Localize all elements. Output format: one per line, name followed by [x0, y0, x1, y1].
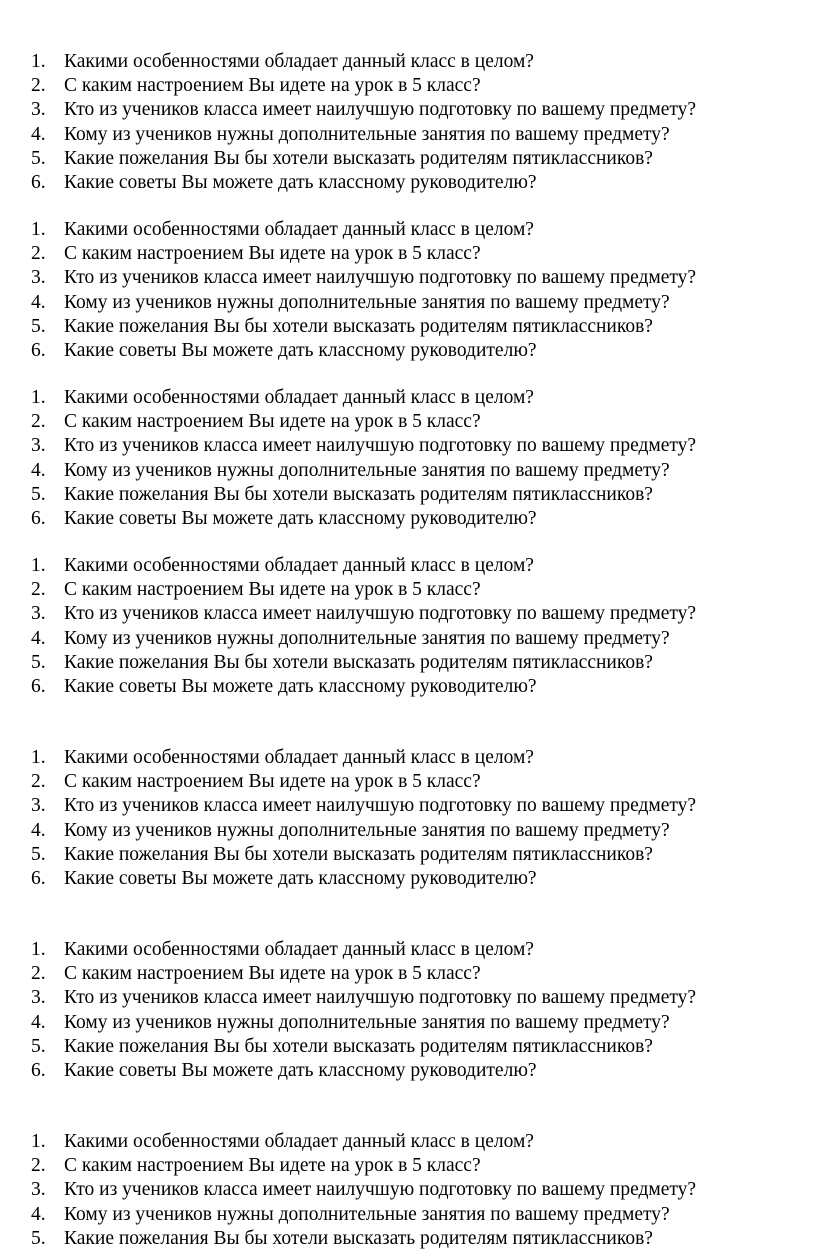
question-text: С каким настроением Вы идете на урок в 5 класс? [64, 411, 481, 433]
question-item [0, 819, 816, 843]
question-item [0, 1035, 816, 1059]
question-number: 2. [31, 963, 46, 985]
question-text: Какими особенностями обладает данный класс в целом? [64, 747, 534, 768]
question-text: Какие пожелания Вы бы хотели высказать родителям пятиклассников? [64, 651, 653, 673]
question-text: Кому из учеников нужны дополнительные занятия по вашему предмету? [64, 1203, 670, 1225]
question-text: Кто из учеников класса имеет наилучшую подготовку по вашему предмету? [64, 1179, 697, 1201]
question-item [0, 123, 816, 147]
question-number: 5. [31, 483, 46, 505]
question-item [0, 554, 816, 578]
question-item [0, 218, 816, 242]
question-item [0, 1011, 816, 1035]
question-number: 1. [31, 555, 46, 576]
question-number: 5. [31, 651, 46, 673]
question-text: Какие советы Вы можете дать классному руководителю? [64, 507, 537, 529]
question-number: 6. [31, 675, 46, 697]
question-item [0, 1178, 816, 1202]
question-item [0, 339, 816, 363]
question-text: Какими особенностями обладает данный класс в целом? [64, 1131, 534, 1152]
question-text: Какие советы Вы можете дать классному руководителю? [64, 867, 537, 889]
question-number: 5. [31, 1035, 46, 1057]
question-number: 4. [31, 1203, 46, 1225]
question-text: Кто из учеников класса имеет наилучшую подготовку по вашему предмету? [64, 987, 697, 1009]
question-number: 3. [31, 1179, 46, 1201]
question-item [0, 843, 816, 867]
questionnaire-block [0, 554, 816, 699]
question-text: Кому из учеников нужны дополнительные занятия по вашему предмету? [64, 291, 670, 313]
question-text: Какими особенностями обладает данный класс в целом? [64, 219, 534, 240]
question-item [0, 171, 816, 195]
question-item [0, 1227, 816, 1251]
question-text: Кому из учеников нужны дополнительные занятия по вашему предмету? [64, 819, 670, 841]
question-number: 4. [31, 819, 46, 841]
question-text: Какие пожелания Вы бы хотели высказать родителям пятиклассников? [64, 843, 653, 865]
question-number: 3. [31, 603, 46, 625]
question-number: 1. [31, 51, 46, 72]
question-number: 6. [31, 507, 46, 529]
question-text: Какими особенностями обладает данный класс в целом? [64, 51, 534, 72]
question-item [0, 746, 816, 770]
question-item [0, 459, 816, 483]
question-number: 6. [31, 339, 46, 361]
question-number: 5. [31, 1227, 46, 1249]
question-number: 1. [31, 1131, 46, 1152]
question-item [0, 986, 816, 1010]
question-number: 3. [31, 267, 46, 289]
question-text: Какие пожелания Вы бы хотели высказать родителям пятиклассников? [64, 147, 653, 169]
questionnaire-block [0, 50, 816, 195]
questionnaire-block [0, 386, 816, 531]
question-text: Какие пожелания Вы бы хотели высказать родителям пятиклассников? [64, 1227, 653, 1249]
question-number: 2. [31, 579, 46, 601]
question-text: Какие советы Вы можете дать классному руководителю? [64, 339, 537, 361]
question-text: Кто из учеников класса имеет наилучшую подготовку по вашему предмету? [64, 435, 697, 457]
question-text: С каким настроением Вы идете на урок в 5 класс? [64, 75, 481, 97]
question-text: Какие советы Вы можете дать классному руководителю? [64, 675, 537, 697]
question-text: Какие советы Вы можете дать классному руководителю? [64, 171, 537, 193]
question-text: Кому из учеников нужны дополнительные занятия по вашему предмету? [64, 459, 670, 481]
question-number: 4. [31, 123, 46, 145]
question-number: 3. [31, 795, 46, 817]
question-item [0, 770, 816, 794]
question-item [0, 867, 816, 891]
question-number: 4. [31, 1011, 46, 1033]
question-number: 1. [31, 939, 46, 960]
question-text: Какими особенностями обладает данный класс в целом? [64, 939, 534, 960]
question-number: 3. [31, 99, 46, 121]
question-number: 1. [31, 387, 46, 408]
question-text: С каким настроением Вы идете на урок в 5 класс? [64, 1155, 481, 1177]
question-text: С каким настроением Вы идете на урок в 5 класс? [64, 579, 481, 601]
question-item [0, 1154, 816, 1178]
question-number: 1. [31, 747, 46, 768]
question-text: Какие советы Вы можете дать классному руководителю? [64, 1059, 537, 1081]
question-item [0, 1130, 816, 1154]
question-item [0, 962, 816, 986]
question-item [0, 315, 816, 339]
question-item [0, 627, 816, 651]
question-number: 2. [31, 411, 46, 433]
question-text: С каким настроением Вы идете на урок в 5 класс? [64, 963, 481, 985]
question-item [0, 794, 816, 818]
question-item [0, 410, 816, 434]
question-item [0, 74, 816, 98]
question-number: 5. [31, 147, 46, 169]
question-item [0, 386, 816, 410]
question-number: 2. [31, 771, 46, 793]
question-text: Кому из учеников нужны дополнительные занятия по вашему предмету? [64, 627, 670, 649]
question-item [0, 675, 816, 699]
question-item [0, 651, 816, 675]
question-text: С каким настроением Вы идете на урок в 5 класс? [64, 243, 481, 265]
question-item [0, 1059, 816, 1083]
question-item [0, 266, 816, 290]
question-item [0, 938, 816, 962]
question-item [0, 1203, 816, 1227]
question-number: 3. [31, 987, 46, 1009]
question-item [0, 98, 816, 122]
question-text: Кто из учеников класса имеет наилучшую подготовку по вашему предмету? [64, 99, 697, 121]
question-number: 5. [31, 315, 46, 337]
question-text: Какими особенностями обладает данный класс в целом? [64, 387, 534, 408]
question-item [0, 483, 816, 507]
question-number: 1. [31, 219, 46, 240]
question-text: Кто из учеников класса имеет наилучшую подготовку по вашему предмету? [64, 267, 697, 289]
question-number: 4. [31, 627, 46, 649]
question-item [0, 242, 816, 266]
question-item [0, 578, 816, 602]
question-text: Какие пожелания Вы бы хотели высказать родителям пятиклассников? [64, 483, 653, 505]
question-item [0, 147, 816, 171]
question-item [0, 507, 816, 531]
question-number: 4. [31, 459, 46, 481]
question-number: 6. [31, 1059, 46, 1081]
question-text: Какие пожелания Вы бы хотели высказать родителям пятиклассников? [64, 1035, 653, 1057]
question-number: 2. [31, 75, 46, 97]
question-text: Кто из учеников класса имеет наилучшую подготовку по вашему предмету? [64, 603, 697, 625]
question-number: 4. [31, 291, 46, 313]
questionnaire-block [0, 938, 816, 1083]
question-number: 6. [31, 867, 46, 889]
question-text: Какими особенностями обладает данный класс в целом? [64, 555, 534, 576]
question-number: 6. [31, 171, 46, 193]
question-text: С каким настроением Вы идете на урок в 5 класс? [64, 771, 481, 793]
question-number: 3. [31, 435, 46, 457]
question-text: Кто из учеников класса имеет наилучшую подготовку по вашему предмету? [64, 795, 697, 817]
question-number: 2. [31, 243, 46, 265]
question-item [0, 291, 816, 315]
question-text: Кому из учеников нужны дополнительные занятия по вашему предмету? [64, 1011, 670, 1033]
question-number: 2. [31, 1155, 46, 1177]
question-text: Какие пожелания Вы бы хотели высказать родителям пятиклассников? [64, 315, 653, 337]
questionnaire-block [0, 1130, 816, 1251]
question-item [0, 602, 816, 626]
questionnaire-block [0, 218, 816, 363]
questionnaire-block [0, 746, 816, 891]
question-number: 5. [31, 843, 46, 865]
question-item [0, 50, 816, 74]
question-item [0, 434, 816, 458]
question-text: Кому из учеников нужны дополнительные занятия по вашему предмету? [64, 123, 670, 145]
